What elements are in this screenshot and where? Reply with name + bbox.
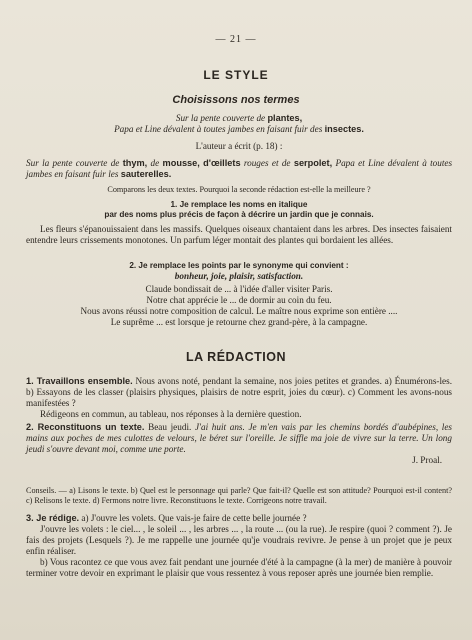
section-title-style: LE STYLE — [203, 68, 269, 82]
part-text: a) J'ouvre les volets. Que vais-je faire de cette belle journée ? — [81, 513, 307, 523]
section-title-redaction: LA RÉDACTION — [186, 350, 286, 364]
redaction-part-3 — [26, 513, 452, 579]
part-text: b) Vous racontez ce que vous avez fait pendant une journée d'été à la campagne (à la mer) de manière à pouvoir terminer votre devoir en exprimant le plaisir que vous ressentez à vous reposer après une journée bien remplie. — [26, 557, 452, 578]
exercise-title-line: 1. Je remplace les noms en italique — [170, 200, 308, 209]
exercise-1-text: Les fleurs s'épanouissaient dans les massifs. Quelques oiseaux chantaient dans les arbres. Des insectes faisaient entendre leurs crissements monotones. Un parfum léger montait des plantes qui bordaient les allées. — [26, 224, 452, 245]
quote-author: J. Proal. — [412, 455, 442, 465]
example-text: rouges et de — [243, 158, 291, 168]
page-number: — 21 — — [215, 34, 257, 45]
example-author — [26, 158, 452, 180]
exercise-2-words: bonheur, joie, plaisir, satisfaction. — [174, 271, 304, 281]
author-wrote: L'auteur a écrit (p. 18) : — [195, 141, 283, 151]
exercise-2-title: 2. Je remplace les points par le synonyme qui convient : — [129, 261, 349, 270]
sentence: Nous avons réussi notre composition de calcul. Le maître nous exprime son entière .... — [80, 306, 398, 316]
example-text: Papa et Line dévalent à toutes jambes en faisant fuir — [26, 158, 453, 179]
example-text: Papa et Line dévalent à toutes jambes en faisant fuir des — [114, 124, 323, 134]
example-text: de — [150, 158, 160, 168]
exercise-1-title — [26, 200, 452, 220]
highlight-word: plantes, — [267, 113, 303, 123]
part-text: J'ouvre les volets : le ciel... , le soleil ... , les arbres ... , la route ... (ou la rue). Je respire (quoi ? comment ?). Je fais des projets (Lesquels ?). Je me rappelle une journée qu'je voudrais revivre. Je pense à un projet que je peux enfin réaliser. — [26, 524, 452, 556]
highlight-word: thym, — [122, 158, 148, 168]
part-heading: 1. Travaillons ensemble. — [26, 376, 133, 386]
conseils-note: Conseils. — a) Lisons le texte. b) Quel est le personnage qui parle? Que fait-il? Quelle est son attitude? Pourquoi est-il content? c) Relisons le texte. d) Fermons notre livre. Reconstituons le texte. Corrigeons notre travail. — [26, 486, 452, 505]
sentence: Notre chat apprécie le ... de dormir au coin du feu. — [146, 295, 332, 305]
highlight-word: sauterelles. — [120, 169, 172, 179]
part-text: Beau jeudi. — [148, 422, 192, 432]
highlight-word: mousse, — [162, 158, 200, 168]
sentence: Claude bondissait de ... à l'idée d'aller visiter Paris. — [145, 284, 333, 294]
part-text: Nous avons noté, pendant la semaine, nos joies petites et grandes. a) Énumérons-les. b) Essayons de les classer (plaisirs physiques, plaisirs de notre esprit, joies du cœur). c) Comment les avons-nous manifestées ? — [26, 376, 452, 408]
compare-question: Comparons les deux textes. Pourquoi la seconde rédaction est-elle la meilleure ? — [107, 185, 371, 194]
quoted-text: J'ai huit ans. Je m'en vais par les chemins bordés d'aubépines, les mains aux poches de mes culottes de velours, le béret sur l'oreille. Je siffle ma joie de vivre sur la terre. Un long jeudi s'ouvre devant moi, comme une porte. — [26, 422, 452, 454]
part-heading: 3. Je rédige. — [26, 513, 80, 523]
sentence: Le suprême ... est lorsque je retourne chez grand-père, à la campagne. — [110, 317, 368, 327]
exercise-title-line: par des noms plus précis de façon à décrire un jardin que je connais. — [104, 210, 374, 219]
example-original — [26, 113, 452, 135]
example-text: Sur la pente couverte de — [175, 113, 266, 123]
highlight-word: d'œillets — [203, 158, 241, 168]
redaction-part-1 — [26, 376, 452, 420]
part-heading: 2. Reconstituons un texte. — [26, 422, 145, 432]
redaction-part-2 — [26, 422, 452, 466]
exercise-2-sentences — [26, 284, 452, 328]
example-text: les — [108, 169, 119, 179]
highlight-word: serpolet, — [293, 158, 333, 168]
highlight-word: insectes. — [324, 124, 364, 134]
example-text: Sur la pente couverte de — [26, 158, 120, 168]
part-text: Rédigeons en commun, au tableau, nos réponses à la dernière question. — [40, 409, 302, 419]
section-subtitle: Choisissons nos termes — [172, 94, 300, 106]
